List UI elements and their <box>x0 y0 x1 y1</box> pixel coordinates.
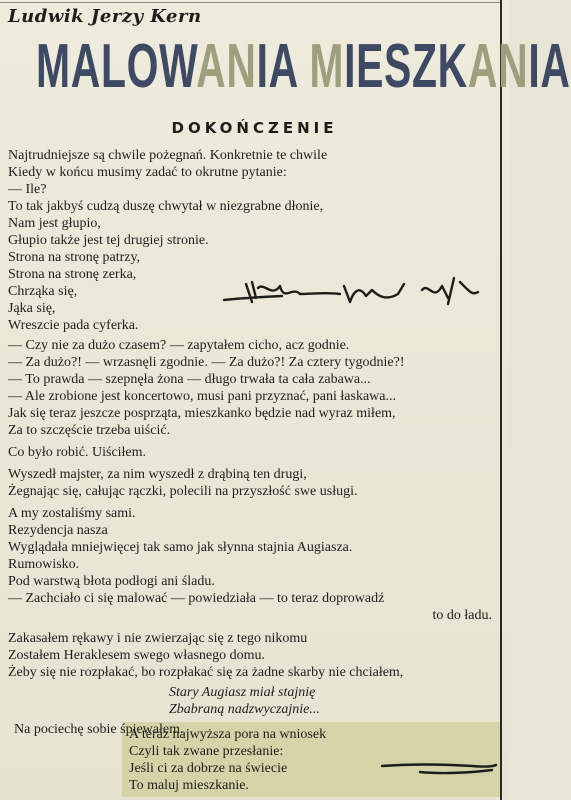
poem-line: Nam jest głupio, <box>8 216 101 231</box>
poem-line: Wreszcie pada cyferka. <box>8 318 139 333</box>
title-segment: MALOW <box>36 32 197 101</box>
closing-line: A teraz najwyższa pora na wniosek <box>129 727 327 742</box>
scribble-flourish-icon <box>380 758 498 778</box>
poem-line: Żegnając się, całując rączki, polecili na przyszłość swe usługi. <box>8 484 358 499</box>
song-line: Stary Augiasz miał stajnię <box>169 685 316 700</box>
title-segment: M <box>309 32 345 101</box>
poem-line: Żeby się nie rozpłakać, bo rozpłakać się za żadne skarby nie chciałem, <box>8 665 404 680</box>
poem-line: Jak się teraz jeszcze posprząta, mieszkanko będzie nad wyraz miłem, <box>8 406 396 421</box>
poem-line: to do ładu. <box>432 608 492 623</box>
poem-line: A my zostaliśmy sami. <box>8 506 136 521</box>
poem-line: Wyglądała mniejwięcej tak samo jak słynna stajnia Augiasza. <box>8 540 353 555</box>
closing-line: Czyli tak zwane przesłanie: <box>129 744 284 759</box>
poem-line: Zostałem Heraklesem swego własnego domu. <box>8 648 265 663</box>
poem-line: Strona na stronę patrzy, <box>8 250 141 265</box>
poem-line: Zakasałem rękawy i nie zwierzając się z tego nikomu <box>8 631 308 646</box>
title-segment: AN <box>196 32 257 101</box>
song-line: Zbabraną nadzwyczajnie... <box>169 702 320 717</box>
poem-line: Chrząka się, <box>8 284 78 299</box>
poem-line: To tak jakbyś cudzą duszę chwytał w niezgrabne dłonie, <box>8 199 324 214</box>
poem-line: Głupio także jest tej drugiej stronie. <box>8 233 209 248</box>
closing-line: Jeśli ci za dobrze na świecie <box>129 761 288 776</box>
poem-line: Strona na stronę zerka, <box>8 267 137 282</box>
scribble-signature-icon <box>222 272 484 312</box>
poem-line: — Ile? <box>8 182 47 197</box>
poem-line: — Za dużo?! — wrzasnęli zgodnie. — Za dużo?! Za cztery tygodnie?! <box>8 355 405 370</box>
poem-line: — Zachciało ci się malować — powiedziała — to teraz doprowadź <box>8 591 385 606</box>
poem-line: — To prawda — szepnęła żona — długo trwała ta cała zabawa... <box>8 372 371 387</box>
title-segment: IESZK <box>344 32 468 101</box>
title-segment: AN <box>467 32 529 101</box>
poem-line: Na pociechę sobie śpiewałem. <box>14 722 184 737</box>
poem-line: Rezydencja nasza <box>8 523 108 538</box>
title-segment: IA <box>256 32 310 101</box>
poem-line: Pod warstwą błota podłogi ani śladu. <box>8 574 215 589</box>
closing-line: To maluj mieszkanie. <box>129 778 249 793</box>
poem-line: Najtrudniejsze są chwile pożegnań. Konkretnie te chwile <box>8 148 328 163</box>
poem-line: Za to szczęście trzeba uiścić. <box>8 423 171 438</box>
poem-line: — Ale zrobione jest koncertowo, musi pani przyznać, pani łaskawa... <box>8 389 396 404</box>
author-name: Ludwik Jerzy Kern <box>8 6 202 27</box>
poem-line: Co było robić. Uiściłem. <box>8 445 147 460</box>
article-subtitle: DOKOŃCZENIE <box>171 119 338 137</box>
poem-line: Jąka się, <box>8 301 56 316</box>
poem-line: Wyszedł majster, za nim wyszedł z drąbiną ten drugi, <box>8 467 307 482</box>
article-title <box>36 32 571 102</box>
title-segment: IA <box>528 32 571 101</box>
poem-line: — Czy nie za dużo czasem? — zapytałem cicho, acz godnie. <box>8 338 350 353</box>
poem-line: Rumowisko. <box>8 557 80 572</box>
top-rule <box>0 2 502 3</box>
poem-line: Kiedy w końcu musimy zadać to okrutne pytanie: <box>8 165 287 180</box>
